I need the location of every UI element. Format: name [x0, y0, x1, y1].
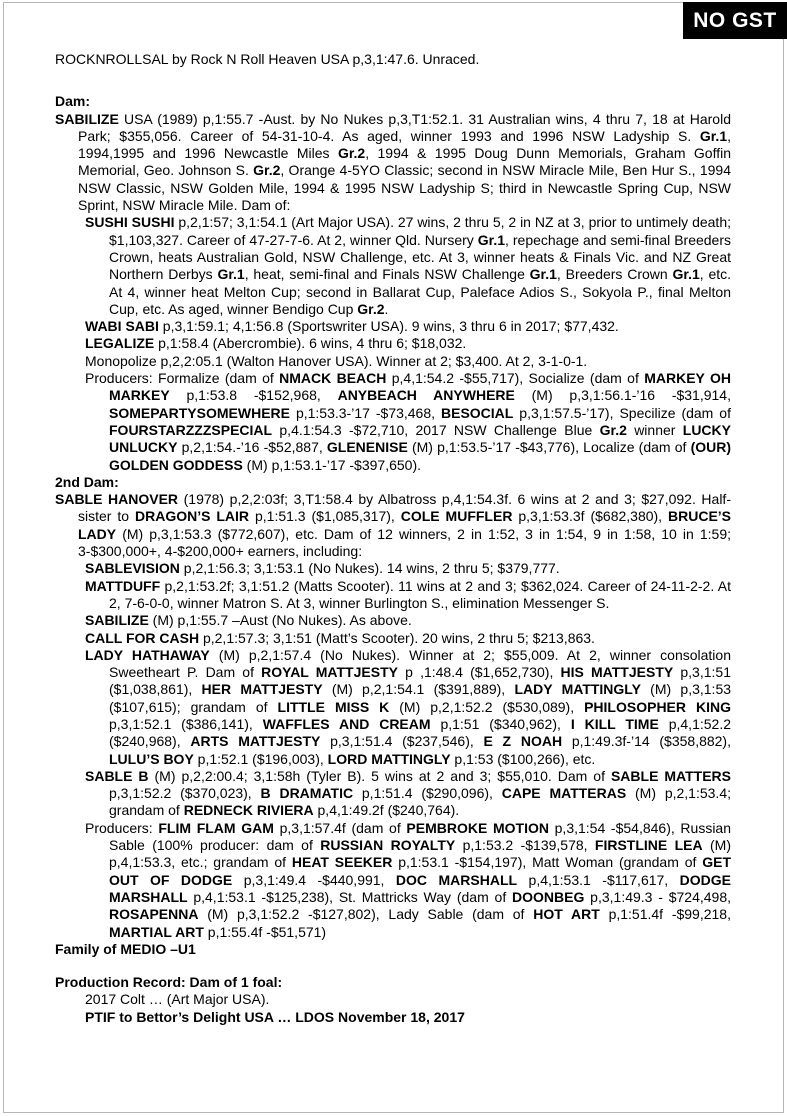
bold-run: Gr.1 — [529, 266, 557, 283]
text-run: p,1:49.3f-’14 ($358,882), — [562, 733, 731, 750]
bold-run: CALL FOR CASH — [85, 629, 200, 646]
text-run: p,2,1:53.2f; 3,1:51.2 (Matts Scooter). 11 wins at 2 and 3; $362,024. Career of 24-11-2-2. At 2, 7-6-0-0, winner Matron S. At 3, winner Burlington S., elimination Messenger S. — [109, 577, 731, 611]
no-gst-badge — [683, 2, 787, 39]
bold-run: LEGALIZE — [85, 335, 155, 352]
para-2017-colt — [85, 991, 731, 1008]
text-run: (M) p,2,1:54.1 ($391,889), — [322, 681, 515, 698]
bold-run: PHILOSOPHER KING — [584, 698, 731, 715]
bold-run: Dam: — [55, 93, 91, 110]
para-sushi-sushi — [85, 214, 731, 318]
para-wabi-sabi — [85, 318, 731, 335]
bold-run: B DRAMATIC — [260, 785, 354, 802]
text-run: p,4,1:54.2 -$55,717), Socialize (dam of — [386, 370, 645, 387]
bold-run: SABILIZE — [85, 612, 149, 629]
bold-run: Gr.1 — [477, 231, 506, 248]
text-run: p,4,1:53.1 -$125,238), St. Mattricks Way (dam of — [187, 888, 513, 905]
text-run: p,3,1:57.4f (dam of — [273, 819, 407, 836]
text-run: (M) p,2,1:53.4; grandam of — [109, 785, 731, 819]
bold-run: LUCKY UNLUCKY — [109, 421, 731, 456]
bold-run: DOC MARSHALL — [395, 871, 518, 888]
bold-run: GLENENISE — [326, 439, 408, 456]
bold-run: LITTLE MISS K — [277, 698, 390, 715]
bold-run: SABLE MATTERS — [610, 767, 731, 784]
text-run: p,1:51.4 ($290,096), — [353, 785, 502, 802]
bold-run: Production Record: Dam of 1 foal: — [55, 974, 283, 991]
bold-run: Gr.1 — [217, 266, 245, 283]
text-run: . — [384, 300, 389, 317]
text-run: (M) p,2,1:57.4 (No Nukes). Winner at 2; $55,009. At 2, winner consolation Sweetheart P. Dam of — [109, 646, 731, 681]
text-run: (M) p,3,1:56.1-’16 -$31,914, — [514, 387, 731, 404]
text-run: p,4,1:53.1 -$117,617, — [517, 871, 680, 888]
bold-run: PTIF to Bettor’s Delight USA … LDOS November 18, 2017 — [85, 1008, 465, 1025]
bold-run: CAPE MATTERAS — [501, 785, 627, 802]
bold-run: Gr.1 — [699, 127, 728, 144]
bold-run: Gr.2 — [337, 145, 366, 162]
para-legalize — [85, 335, 731, 352]
para-sabilize-m — [85, 612, 731, 629]
text-run: , 1994 & 1995 Doug Dunn Memorials, Graham Goffin Memorial, Geo. Johnson S. — [78, 145, 731, 179]
text-run: (M) p,1:55.7 –Aust (No Nukes). As above. — [148, 612, 412, 629]
bold-run: GET OUT OF DODGE — [109, 854, 731, 888]
bold-run: DODGE MARSHALL — [109, 871, 732, 905]
text-run: p,1:51.3 ($1,085,317), — [249, 508, 401, 525]
bold-run: ARTS MATTJESTY — [190, 733, 321, 750]
text-run: p,3,1:49.3 - $724,498, — [584, 888, 732, 905]
bold-run: LULU’S BOY — [109, 750, 194, 767]
text-run: (M) p,3,1:53.3 ($772,607), etc. Dam of 12 winners, 2 in 1:52, 3 in 1:54, 9 in 1:58, 10 in 1:59; 3-$300,000+, 4-$200,000+ earners, including: — [78, 525, 731, 560]
bold-run: I KILL TIME — [570, 715, 659, 732]
text-run: p,3,1:57.5-’17), Specilize (dam of — [513, 404, 731, 421]
para-sabilize — [55, 111, 731, 215]
text-run: p,3,1:51.4 ($237,546), — [320, 733, 484, 750]
bold-run: COLE MUFFLER — [400, 508, 513, 525]
bold-run: Gr.2 — [357, 300, 385, 317]
para-monopolize — [85, 353, 731, 370]
bold-run: RUSSIAN ROYALTY — [320, 837, 456, 854]
bold-run: Family of MEDIO –U1 — [55, 940, 196, 957]
text-run: p,1:51.4f -$99,218, — [599, 906, 731, 923]
text-run: p,3,1:53.3f ($682,380), — [512, 508, 668, 525]
text-run: p,1:58.4 (Abercrombie). 6 wins, 4 thru 6; $18,032. — [154, 335, 467, 352]
text-run: p,3,1:52.1 ($386,141), — [109, 715, 263, 732]
bold-run: (OUR) GOLDEN GODDESS — [109, 439, 731, 473]
text-run: p,1:51 ($340,962), — [430, 715, 571, 732]
text-run: (M) p,2,2:00.4; 3,1:58h (Tyler B). 5 wins at 2 and 3; $55,010. Dam of — [148, 767, 611, 784]
text-run: (1978) p,2,2:03f; 3,T1:58.4 by Albatross p,4,1:54.3f. 6 wins at 2 and 3; $27,092. Half-sister to — [78, 491, 731, 525]
bold-run: LADY MATTINGLY — [514, 681, 641, 698]
text-run: (M) p,4,1:53.3, etc.; grandam of — [109, 837, 731, 871]
text-run: p,3,1:51 ($1,038,861), — [109, 664, 731, 698]
para-call-for-cash — [85, 630, 731, 647]
bold-run: SABLE HANOVER — [55, 491, 179, 508]
text-run: p,1:53.3-’17 -$73,468, — [289, 404, 441, 421]
text-run: p,3,1:49.4 -$440,991, — [232, 871, 396, 888]
para-sable-b — [85, 768, 731, 820]
text-run: p,3,1:54 -$54,846), Russian Sable (100% producer: dam of — [109, 819, 732, 854]
text-run: , heat, semi-final and Finals NSW Challenge — [244, 266, 530, 283]
bold-run: PEMBROKE MOTION — [406, 819, 549, 836]
intro-line — [55, 51, 731, 68]
bold-run: ANYBEACH ANYWHERE — [337, 387, 515, 404]
pedigree-body — [55, 51, 731, 1026]
bold-run: HEAT SEEKER — [291, 854, 393, 871]
heading-production-record — [55, 974, 731, 991]
text-run: p,2,1:56.3; 3,1:53.1 (No Nukes). 14 wins, 2 thru 5; $379,777. — [179, 560, 560, 577]
bold-run: LADY HATHAWAY — [85, 646, 210, 663]
bold-run: MATTDUFF — [85, 577, 161, 594]
text-run: , etc. At 4, winner heat Melton Cup; second in Ballarat Cup, Paleface Adios S., Sokyola P., final Melton Cup, etc. As aged, winner Bendigo Cup — [109, 266, 732, 317]
text-run: Monopolize p,2,2:05.1 (Walton Hanover USA). Winner at 2; $3,400. At 2, 3-1-0-1. — [85, 352, 588, 369]
bold-run: REDNECK RIVIERA — [183, 802, 314, 819]
text-run: p,4,1:52.2 ($240,968), — [109, 715, 731, 750]
heading-2nd-dam — [55, 474, 731, 491]
bold-run: FIRSTLINE LEA — [594, 837, 703, 854]
bold-run: WAFFLES AND CREAM — [262, 715, 431, 732]
text-run: Producers: — [85, 819, 159, 836]
para-ptif — [85, 1009, 731, 1026]
text-run: (M) p,1:53.1-’17 -$397,650). — [242, 456, 422, 473]
text-run: (M) p,1:53.5-’17 -$43,776), Localize (dam of — [407, 439, 691, 456]
heading-dam — [55, 93, 731, 110]
bold-run: HIS MATTJESTY — [560, 664, 674, 681]
text-run: p,1:53.2 -$139,578, — [455, 837, 595, 854]
bold-run: Gr.1 — [672, 266, 700, 283]
heading-family — [55, 941, 731, 958]
text-run: , Orange 4-5YO Classic; second in NSW Miracle Mile, Ben Hur S., 1994 NSW Classic, NSW Golden Mile, 1994 & 1995 NSW Ladyship S; third in Newcastle Spring Cup, NSW Sprint, NSW Miracle Mile. Dam of: — [78, 162, 731, 214]
bold-run: Gr.2 — [599, 421, 627, 438]
text-run: p,3,1:59.1; 4,1:56.8 (Sportswriter USA). 9 wins, 3 thru 6 in 2017; $77,432. — [158, 318, 619, 335]
text-run: (M) p,3,1:53 ($107,615); grandam of — [109, 681, 732, 715]
bold-run: SABLE B — [85, 767, 149, 784]
bold-run: MARKEY OH MARKEY — [109, 370, 731, 404]
para-lady-hathaway — [85, 647, 731, 768]
text-run: (M) p,2,1:52.2 ($530,089), — [389, 698, 585, 715]
text-run: p,1:53 ($100,266), etc. — [450, 750, 596, 767]
text-run: winner — [626, 421, 683, 438]
bold-run: E Z NOAH — [483, 733, 563, 750]
bold-run: BRUCE’S LADY — [78, 508, 732, 542]
text-run: 2017 Colt … (Art Major USA). — [85, 991, 270, 1008]
bold-run: BESOCIAL — [441, 404, 514, 421]
text-run: ROCKNROLLSAL by Rock N Roll Heaven USA p,3,1:47.6. Unraced. — [55, 51, 480, 67]
text-run: p,1:53.1 -$154,197), Matt Woman (grandam of — [392, 854, 703, 871]
text-run: Producers: Formalize (dam of — [85, 370, 280, 387]
bold-run: DRAGON’S LAIR — [135, 508, 250, 525]
text-run: , repechage and semi-final Breeders Crown, heats Australian Gold, NSW Challenge, etc. At 3, winner heats & Finals Vic. and NZ Great Northern Derbys — [109, 231, 731, 283]
bold-run: NMACK BEACH — [279, 370, 387, 387]
text-run: p,4,1:49.2f ($240,764). — [313, 802, 460, 819]
bold-run: FOURSTARZZZSPECIAL — [109, 421, 273, 438]
bold-run: LORD MATTINGLY — [327, 750, 451, 767]
text-run: p,2,1:54.-’16 -$52,887, — [177, 439, 327, 456]
text-run: p,4.1:54.3 -$72,710, 2017 NSW Challenge Blue — [272, 421, 600, 438]
text-run: p,2,1:57.3; 3,1:51 (Matt’s Scooter). 20 wins, 2 thru 5; $213,863. — [199, 629, 595, 646]
text-run: p ,1:48.4 ($1,652,730), — [397, 664, 561, 681]
para-sablevision — [85, 560, 731, 577]
bold-run: Gr.2 — [253, 162, 281, 179]
para-producers-2 — [85, 820, 731, 941]
text-run: p,1:53.8 -$152,968, — [169, 387, 338, 404]
bold-run: ROYAL MATTJESTY — [261, 664, 398, 681]
text-run: p,1:55.4f -$51,571) — [203, 923, 327, 940]
bold-run: SUSHI SUSHI — [85, 214, 175, 231]
bold-run: HOT ART — [533, 906, 600, 923]
para-mattduff — [85, 578, 731, 613]
bold-run: ROSAPENNA — [109, 906, 199, 923]
para-producers-1 — [85, 370, 731, 474]
text-run: (M) p,3,1:52.2 -$127,802), Lady Sable (dam of — [198, 906, 534, 923]
bold-run: SOMEPARTYSOMEWHERE — [109, 404, 290, 421]
bold-run: 2nd Dam: — [55, 473, 119, 490]
bold-run: HER MATTJESTY — [201, 681, 323, 698]
bold-run: WABI SABI — [85, 318, 159, 335]
bold-run: SABLEVISION — [85, 560, 180, 577]
text-run: p,3,1:52.2 ($370,023), — [109, 785, 261, 802]
text-run: , Breeders Crown — [556, 266, 673, 283]
no-gst-label: NO GST — [693, 8, 777, 32]
bold-run: DOONBEG — [512, 888, 585, 905]
para-sable-hanover — [55, 491, 731, 560]
bold-run: MARTIAL ART — [109, 923, 204, 940]
text-run: USA (1989) p,1:55.7 -Aust. by No Nukes p,3,T1:52.1. 31 Australian wins, 4 thru 7, 18 at Harold Park; $355,056. Career of 54-31-10-4. As aged, winner 1993 and 1996 NSW Ladyship S. — [78, 110, 731, 144]
bold-run: SABILIZE — [55, 110, 119, 127]
bold-run: FLIM FLAM GAM — [158, 819, 274, 836]
text-run: p,1:52.1 ($196,003), — [193, 750, 328, 767]
text-run: p,2,1:57; 3,1:54.1 (Art Major USA). 27 wins, 2 thru 5, 2 in NZ at 3, prior to untimely death; $1,103,327. Career of 47-27-7-6. At 2, winner Qld. Nursery — [109, 214, 731, 248]
text-run: , 1994,1995 and 1996 Newcastle Miles — [78, 127, 731, 162]
